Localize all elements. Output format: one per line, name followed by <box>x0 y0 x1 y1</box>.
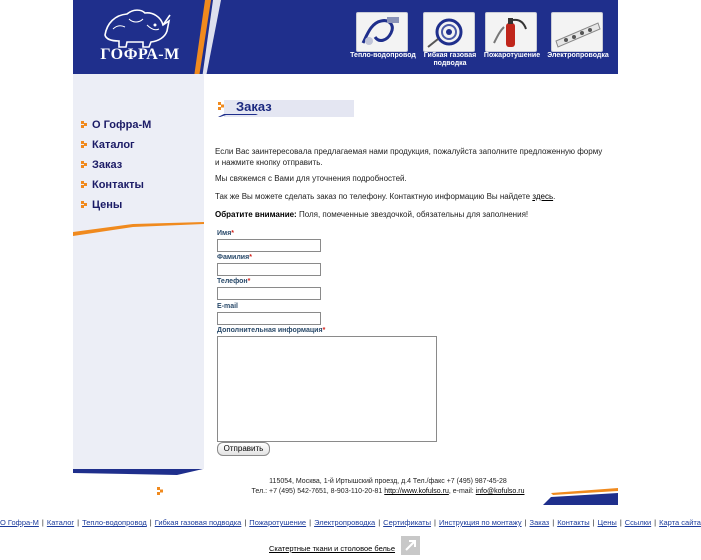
separator: | <box>434 518 436 527</box>
bottom-link-sitemap[interactable]: Карта сайта <box>659 518 701 527</box>
electric-product-image <box>551 12 603 52</box>
sidebar-item-label: Заказ <box>92 159 123 171</box>
phone-order-sentence: Так же Вы можете сделать заказ по телефону. Контактную информацию Вы найдете <box>215 192 531 201</box>
sidebar-slash-decoration <box>73 222 204 236</box>
separator: | <box>309 518 312 527</box>
bottom-link-electric[interactable]: Электропроводка <box>314 518 376 527</box>
bottom-link-catalog[interactable]: Каталог <box>46 518 75 527</box>
notice-message: Поля, помеченные звездочкой, обязательны для заполнения! <box>298 210 529 219</box>
info-label: Дополнительная информация* <box>217 327 326 334</box>
callback-text: Мы свяжемся с Вами для уточнения подробностей. <box>215 174 407 183</box>
category-electric-label: Электропроводка <box>547 52 609 59</box>
sidebar-item-prices[interactable] <box>81 196 151 216</box>
sidebar-item-label: Каталог <box>92 139 135 151</box>
sidebar-item-order[interactable] <box>81 156 151 176</box>
logo[interactable] <box>73 0 205 74</box>
footer-email-label: , e-mail: <box>448 488 474 495</box>
category-electric[interactable] <box>545 12 609 74</box>
required-mark: * <box>231 230 235 237</box>
bottom-link-certificates[interactable]: Сертификаты <box>383 518 432 527</box>
contacts-here-link[interactable]: здесь <box>532 192 554 201</box>
bottom-link-heating[interactable]: Тепло-водопровод <box>82 518 147 527</box>
sidebar-item-label: О Гофра-М <box>92 119 152 131</box>
submit-button[interactable]: Отправить <box>217 442 270 456</box>
phone-label: Телефон* <box>217 278 251 285</box>
bottom-link-order[interactable]: Заказ <box>529 518 550 527</box>
orange-arrow-icon <box>81 121 87 127</box>
notice-label: Обратите внимание: <box>215 210 297 219</box>
sidebar-item-catalog[interactable] <box>81 136 151 156</box>
page <box>73 0 618 505</box>
orange-arrow-icon <box>81 161 87 167</box>
email-field[interactable] <box>217 312 321 325</box>
category-heating-label: Тепло-водопровод <box>350 52 416 59</box>
phone-field[interactable] <box>217 287 321 300</box>
footer-decoration <box>73 469 618 505</box>
bottom-link-about[interactable]: О Гофра-М <box>0 518 39 527</box>
orange-arrow-icon <box>81 181 87 187</box>
footer-email-link[interactable]: info@kofulso.ru <box>475 488 525 495</box>
site-header <box>73 0 618 74</box>
bottom-link-gas[interactable]: Гибкая газовая подводка <box>154 518 242 527</box>
fire-product-image <box>485 12 537 52</box>
footer-address: 115054, Москва, 1-й Иртышский проезд, д.4 Тел./факс +7 (495) 987-45-28 <box>269 478 507 485</box>
heating-product-image <box>356 12 408 52</box>
required-mark: * <box>247 278 251 285</box>
category-fire[interactable] <box>479 12 543 74</box>
info-textarea[interactable] <box>217 336 437 442</box>
category-gas[interactable] <box>417 12 481 74</box>
sidebar-item-contacts[interactable] <box>81 176 151 196</box>
bottom-link-fire[interactable]: Пожаротушение <box>249 518 307 527</box>
separator: | <box>552 518 555 527</box>
surname-field[interactable] <box>217 263 321 276</box>
email-label: E-mail <box>217 303 239 310</box>
bottom-link-prices[interactable]: Цены <box>597 518 617 527</box>
separator: | <box>592 518 595 527</box>
required-mark: * <box>249 254 252 261</box>
page-title-bar <box>210 96 570 118</box>
name-label: Имя* <box>217 230 235 237</box>
bottom-link-links[interactable]: Ссылки <box>624 518 652 527</box>
name-field[interactable] <box>217 239 321 252</box>
category-gas-label: Гибкая газовая подводка <box>423 52 477 67</box>
title-underline-decoration <box>218 114 258 117</box>
separator: | <box>654 518 657 527</box>
footer-phones: Тел.: +7 (495) 542-7651, 8-903-110-20-81 <box>251 488 383 495</box>
footer-contacts <box>238 488 538 495</box>
surname-label: Фамилия* <box>217 254 252 261</box>
sidebar <box>73 74 204 469</box>
separator: | <box>244 518 247 527</box>
footer-website-link[interactable]: http://www.kofulso.ru <box>384 488 449 495</box>
separator: | <box>77 518 80 527</box>
sidebar-nav <box>81 116 151 216</box>
separator: | <box>524 518 527 527</box>
rhino-logo-icon <box>99 5 171 49</box>
separator: | <box>619 518 622 527</box>
page-title: Заказ <box>236 99 272 114</box>
bottom-link-instructions[interactable]: Инструкция по монтажу <box>438 518 522 527</box>
logo-text: ГОФРА-М <box>100 46 180 63</box>
category-heating[interactable] <box>350 12 414 74</box>
arrow-out-icon[interactable] <box>401 536 420 555</box>
intro-text: Если Вас заинтересовала предлагаемая нами продукция, пожалуйста заполните предложенную форму и нажмите кнопку отправить. <box>215 147 603 167</box>
category-fire-label: Пожаротушение <box>483 52 541 59</box>
site-footer <box>73 469 618 505</box>
sidebar-item-label: Контакты <box>92 179 144 191</box>
main-content <box>204 74 618 469</box>
bottom-nav <box>0 518 701 527</box>
phone-order-text: Так же Вы можете сделать заказ по телефону. Контактную информацию Вы найдете здесь. <box>215 192 556 201</box>
notice-text <box>215 209 607 220</box>
orange-arrow-icon <box>218 102 226 110</box>
gas-product-image <box>423 12 475 52</box>
sidebar-item-label: Цены <box>92 199 123 211</box>
orange-arrow-icon <box>81 201 87 207</box>
orange-arrow-icon <box>81 141 87 147</box>
ad-link[interactable]: Скатертные ткани и столовое белье <box>269 544 396 553</box>
bottom-link-contacts[interactable]: Контакты <box>557 518 590 527</box>
separator: | <box>149 518 152 527</box>
separator: | <box>378 518 381 527</box>
separator: | <box>41 518 44 527</box>
sidebar-item-about[interactable] <box>81 116 151 136</box>
required-mark: * <box>322 327 326 334</box>
